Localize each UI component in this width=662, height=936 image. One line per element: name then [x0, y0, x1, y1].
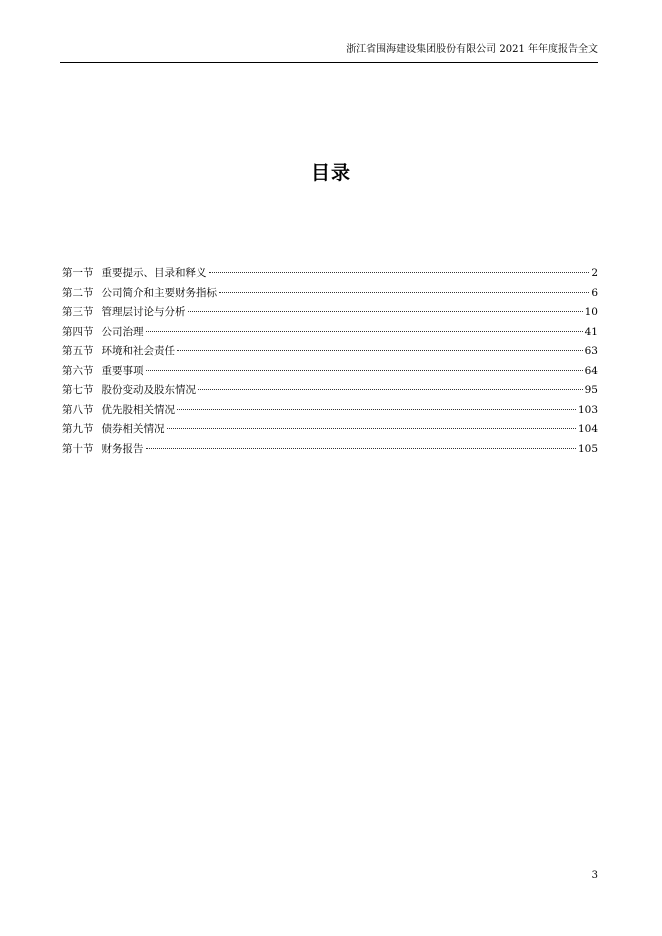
toc-leader-dots	[209, 272, 590, 273]
header-text: 浙江省围海建设集团股份有限公司 2021 年年度报告全文	[346, 44, 598, 55]
toc-entry[interactable]	[62, 381, 598, 401]
toc-page-number: 41	[584, 325, 598, 338]
toc-page-number: 105	[577, 442, 598, 455]
table-of-contents	[62, 264, 598, 459]
toc-section-number: 第三节	[62, 306, 94, 318]
toc-leader-dots	[177, 409, 576, 410]
toc-section-number: 第七节	[62, 384, 94, 396]
toc-leader-dots	[146, 331, 583, 332]
toc-section-title: 公司治理	[101, 325, 144, 338]
toc-section-number: 第九节	[62, 423, 94, 435]
toc-leader-dots	[219, 292, 589, 293]
toc-page-number: 95	[584, 384, 598, 396]
toc-entry[interactable]	[62, 401, 598, 421]
toc-section-title: 重要事项	[101, 364, 144, 377]
toc-section-number: 第四节	[62, 325, 94, 338]
page-header	[60, 42, 598, 63]
toc-leader-dots	[167, 428, 576, 429]
toc-leader-dots	[146, 448, 576, 449]
toc-section-number: 第八节	[62, 403, 94, 416]
toc-entry[interactable]	[62, 440, 598, 460]
toc-section-title: 债券相关情况	[101, 423, 165, 435]
toc-leader-dots	[177, 350, 583, 351]
toc-section-number: 第六节	[62, 364, 94, 377]
toc-section-number: 第十节	[62, 442, 94, 455]
footer-page-number: 3	[591, 870, 598, 881]
toc-entry[interactable]	[62, 303, 598, 323]
toc-page-number: 63	[584, 345, 598, 357]
toc-leader-dots	[146, 370, 583, 371]
toc-leader-dots	[188, 311, 583, 312]
toc-entry[interactable]	[62, 323, 598, 343]
toc-section-title: 公司简介和主要财务指标	[101, 286, 217, 299]
toc-page-number: 103	[577, 403, 598, 416]
toc-entry[interactable]	[62, 362, 598, 382]
toc-section-title: 重要提示、目录和释义	[101, 267, 207, 279]
toc-entry[interactable]	[62, 284, 598, 304]
toc-entry[interactable]	[62, 342, 598, 362]
toc-section-title: 环境和社会责任	[101, 345, 175, 357]
toc-section-number: 第五节	[62, 345, 94, 357]
toc-page-number: 104	[577, 423, 598, 435]
toc-entry[interactable]	[62, 420, 598, 440]
toc-section-number: 第一节	[62, 267, 94, 279]
page-title: 目录	[310, 162, 351, 184]
toc-leader-dots	[198, 389, 583, 390]
toc-page-number: 64	[584, 364, 598, 377]
toc-section-title: 财务报告	[101, 442, 144, 455]
toc-page-number: 6	[591, 286, 598, 299]
toc-section-number: 第二节	[62, 286, 94, 299]
toc-section-title: 股份变动及股东情况	[101, 384, 196, 396]
toc-section-title: 优先股相关情况	[101, 403, 175, 416]
toc-page-number: 2	[591, 267, 598, 279]
toc-entry[interactable]	[62, 264, 598, 284]
toc-page-number: 10	[584, 306, 598, 318]
toc-section-title: 管理层讨论与分析	[101, 306, 186, 318]
